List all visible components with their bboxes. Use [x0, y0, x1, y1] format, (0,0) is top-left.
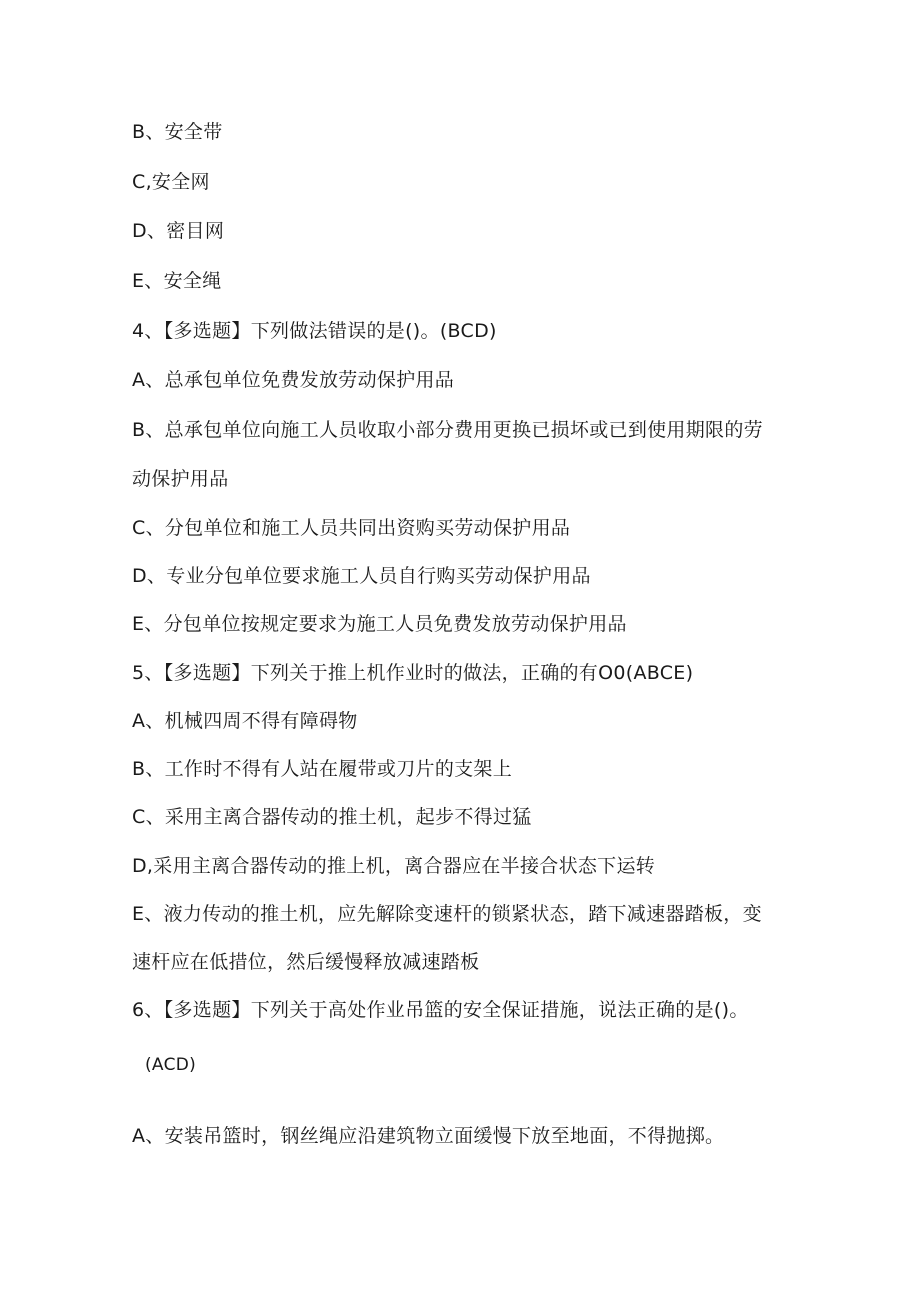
- option-e-safety-rope: E、安全绳: [132, 270, 222, 292]
- question-4-option-e: E、分包单位按规定要求为施工人员免费发放劳动保护用品: [132, 613, 627, 635]
- question-4-option-b: B、总承包单位向施工人员收取小部分费用更换已损坏或已到使用期限的劳: [132, 419, 763, 441]
- question-4-option-d: D、专业分包单位要求施工人员自行购买劳动保护用品: [132, 565, 591, 587]
- question-4-option-c: C、分包单位和施工人员共同出资购买劳动保护用品: [132, 517, 571, 539]
- question-4-option-b-continued: 动保护用品: [132, 468, 229, 490]
- question-5-option-c: C、采用主离合器传动的推土机，起步不得过猛: [132, 806, 532, 828]
- option-b-safety-belt: B、安全带: [132, 121, 223, 143]
- question-4: 4、【多选题】下列做法错误的是()。(BCD): [132, 320, 497, 342]
- option-c-safety-net: C,安全网: [132, 171, 210, 193]
- question-5-option-d: D,采用主离合器传动的推上机，离合器应在半接合状态下运转: [132, 855, 656, 877]
- question-4-option-a: A、总承包单位免费发放劳动保护用品: [132, 369, 455, 391]
- question-6-answer: (ACD): [145, 1055, 197, 1075]
- question-5-option-e: E、液力传动的推土机，应先解除变速杆的锁紧状态，踏下减速器踏板，变: [132, 903, 762, 925]
- question-5: 5、【多选题】下列关于推上机作业时的做法，正确的有O0(ABCE): [132, 662, 694, 684]
- option-d-dense-mesh-net: D、密目网: [132, 220, 225, 242]
- question-5-option-b: B、工作时不得有人站在履带或刀片的支架上: [132, 758, 513, 780]
- question-5-option-a: A、机械四周不得有障碍物: [132, 710, 358, 732]
- question-6-option-a: A、安装吊篮时，钢丝绳应沿建筑物立面缓慢下放至地面，不得抛掷。: [132, 1125, 725, 1147]
- question-6: 6、【多选题】下列关于高处作业吊篮的安全保证措施，说法正确的是()。: [132, 999, 749, 1021]
- question-5-option-e-continued: 速杆应在低措位，然后缓慢释放减速踏板: [132, 951, 480, 973]
